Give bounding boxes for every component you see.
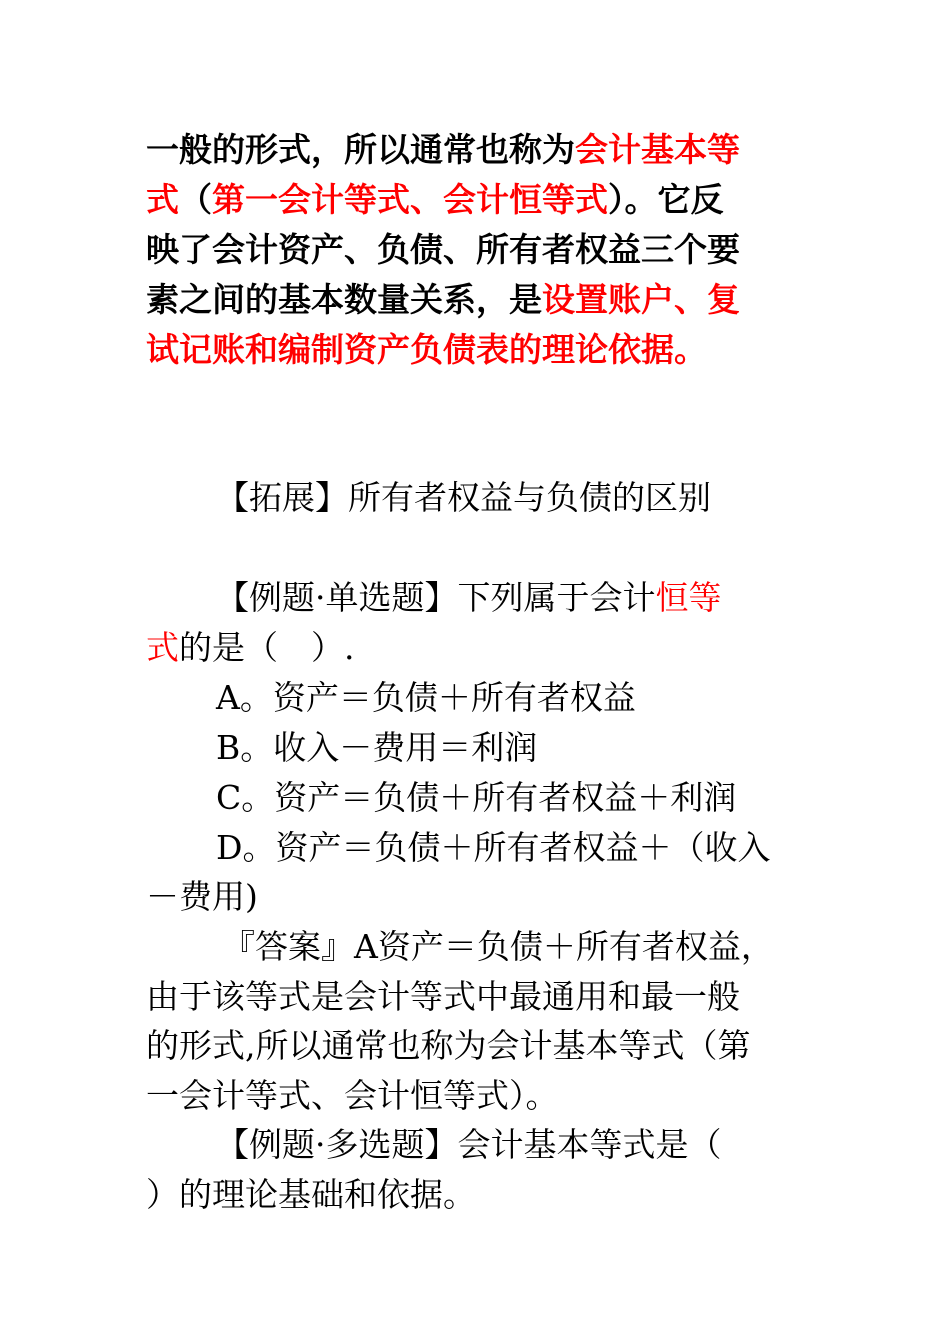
example1-question-line-1: [216, 573, 722, 623]
question-text: 【例题·单选题】下列属于会计: [216, 578, 656, 617]
question-highlight: 恒等: [655, 578, 722, 617]
answer-line-4: [146, 1071, 559, 1121]
example2-question-line-2: [146, 1170, 476, 1220]
intro-line-3: [146, 225, 740, 275]
question-text: 【例题·多选题】会计基本等式是（: [216, 1125, 722, 1164]
option-d: [216, 823, 770, 873]
option-text: －费用): [146, 877, 258, 916]
option-text: D。资产＝负债＋所有者权益＋（收入: [216, 828, 771, 867]
answer-line-2: [146, 972, 740, 1022]
example1-question-line-2: [146, 623, 355, 673]
intro-text: 素之间的基本数量关系，是: [146, 280, 542, 319]
question-highlight: 式: [146, 628, 179, 667]
option-text: A。资产＝负债＋所有者权益: [216, 678, 636, 717]
answer-text: 由于该等式是会计等式中最通用和最一般: [146, 977, 740, 1016]
intro-text: （: [179, 180, 212, 219]
intro-line-1: [146, 125, 740, 175]
option-text: C。资产＝负债＋所有者权益＋利润: [216, 778, 737, 817]
answer-text: 『答案』A资产＝负债＋所有者权益，: [222, 927, 774, 966]
extension-heading: [216, 473, 711, 523]
answer-text: 的形式,所以通常也称为会计基本等式（第: [146, 1026, 751, 1065]
question-text: ）的理论基础和依据。: [146, 1175, 476, 1214]
answer-text: 一会计等式、会计恒等式）。: [146, 1076, 559, 1115]
answer-line-3: [146, 1021, 751, 1071]
option-text: B。收入－费用＝利润: [216, 728, 538, 767]
question-text: 的是（ ）.: [179, 628, 355, 667]
option-a: [216, 673, 636, 723]
intro-highlight: 设置账户、复: [542, 280, 740, 319]
intro-line-2: [146, 175, 724, 225]
intro-text: ）。它反: [608, 180, 724, 219]
intro-text: 一般的形式，所以通常也称为: [146, 130, 575, 169]
intro-highlight: 会计基本等: [575, 130, 740, 169]
option-c: [216, 773, 736, 823]
intro-highlight: 试记账和编制资产负债表的理论依据。: [146, 330, 707, 369]
intro-line-4: [146, 275, 740, 325]
intro-line-5: [146, 325, 707, 375]
intro-highlight: 第一会计等式、会计恒等式: [212, 180, 608, 219]
intro-text: 映了会计资产、负债、所有者权益三个要: [146, 230, 740, 269]
intro-highlight: 式: [146, 180, 179, 219]
option-d-continued: [146, 872, 258, 922]
option-b: [216, 723, 537, 773]
extension-text: 【拓展】所有者权益与负债的区别: [216, 478, 711, 517]
answer-line-1: [222, 922, 774, 972]
example2-question-line-1: [216, 1120, 722, 1170]
